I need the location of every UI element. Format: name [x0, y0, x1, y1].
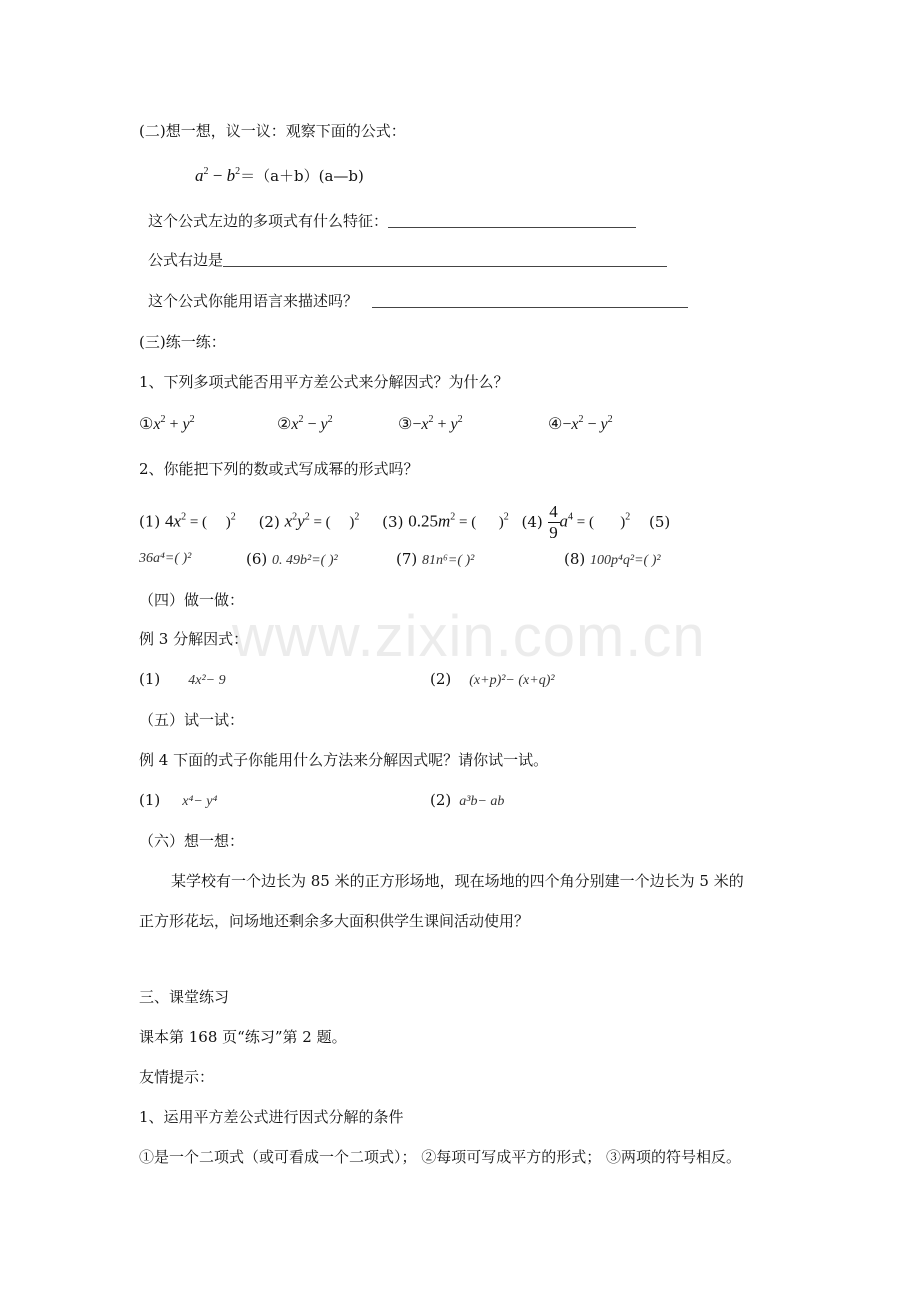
powers-row-1: (1) $4x^2$ = ( )$^2$ (2) $x^2y^2$ = ( )$^2$ (3) $0.25m^2$ = ( )$^2$ (4) $\frac{4}{9}$ $a^4$ = ( )$^2$ (5)	[139, 502, 671, 542]
answer-blank	[388, 213, 636, 228]
option-2: $②x^2 - y^2$	[277, 414, 333, 433]
answer-blank	[223, 252, 667, 267]
exercise-1: 1、下列多项式能否用平方差公式来分解因式？为什么？	[139, 373, 509, 391]
option-1: $①x^2 + y^2$	[139, 414, 195, 433]
difference-of-squares-formula: $a^2$ − $b^2=(a+b)(a—b)$	[195, 166, 364, 185]
option-4: $④-x^2 - y^2$	[548, 414, 613, 433]
power-6: (6) 0. 49b²=( )²	[246, 550, 338, 568]
example-4-part-1: (1) x⁴− y⁴	[139, 791, 218, 809]
power-5: 36a⁴=( )²	[139, 551, 192, 566]
example-3-title: 例 3 分解因式：	[139, 630, 249, 648]
section-6-heading: （六）想一想：	[139, 832, 245, 850]
option-3: $③-x^2 + y^2$	[398, 414, 463, 433]
formula-rhs: ＝（a＋b）(a—b)	[240, 167, 364, 185]
fraction-four-ninths: $\frac{4}{9}$	[549, 502, 558, 542]
problem-text-line-1: 某学校有一个边长为 85 米的正方形场地，现在场地的四个角分别建一个边长为 5 米的	[171, 872, 744, 890]
tip-1: 1、运用平方差公式进行因式分解的条件	[139, 1108, 404, 1126]
problem-text-line-2: 正方形花坛，问场地还剩余多大面积供学生课间活动使用？	[139, 912, 530, 930]
section-2-heading: (二)想一想，议一议：观察下面的公式：	[139, 122, 406, 140]
tip-1-detail: ①是一个二项式（或可看成一个二项式）； ②每项可写成平方的形式； ③两项的符号相反。	[139, 1148, 742, 1166]
question-left-side: 这个公式左边的多项式有什么特征：	[148, 211, 636, 231]
section-3-heading: (三)练一练：	[139, 333, 226, 351]
power-8: (8) 100p⁴q²=( )²	[564, 550, 661, 568]
watermark: www.zixin.com.cn	[232, 604, 706, 669]
textbook-reference: 课本第 168 页“练习”第 2 题。	[139, 1028, 347, 1046]
section-5-heading: （五）试一试：	[139, 711, 245, 729]
example-3-part-2: (2) (x+p)²− (x+q)²	[430, 670, 555, 688]
question-right-side: 公式右边是	[148, 250, 667, 270]
example-3-part-1: (1) 4x²− 9	[139, 670, 226, 688]
section-4-heading: （四）做一做：	[139, 591, 245, 609]
answer-blank	[372, 293, 688, 308]
question-describe: 这个公式你能用语言来描述吗？	[148, 291, 688, 311]
power-7: (7) 81n⁶=( )²	[396, 550, 475, 568]
tips-label: 友情提示：	[139, 1068, 215, 1086]
practice-heading: 三、课堂练习	[139, 988, 230, 1006]
exercise-2: 2、你能把下列的数或式写成幂的形式吗？	[139, 460, 419, 478]
example-4-title: 例 4 下面的式子你能用什么方法来分解因式呢？请你试一试。	[139, 751, 549, 769]
example-4-part-2: (2) a³b− ab	[430, 791, 505, 809]
